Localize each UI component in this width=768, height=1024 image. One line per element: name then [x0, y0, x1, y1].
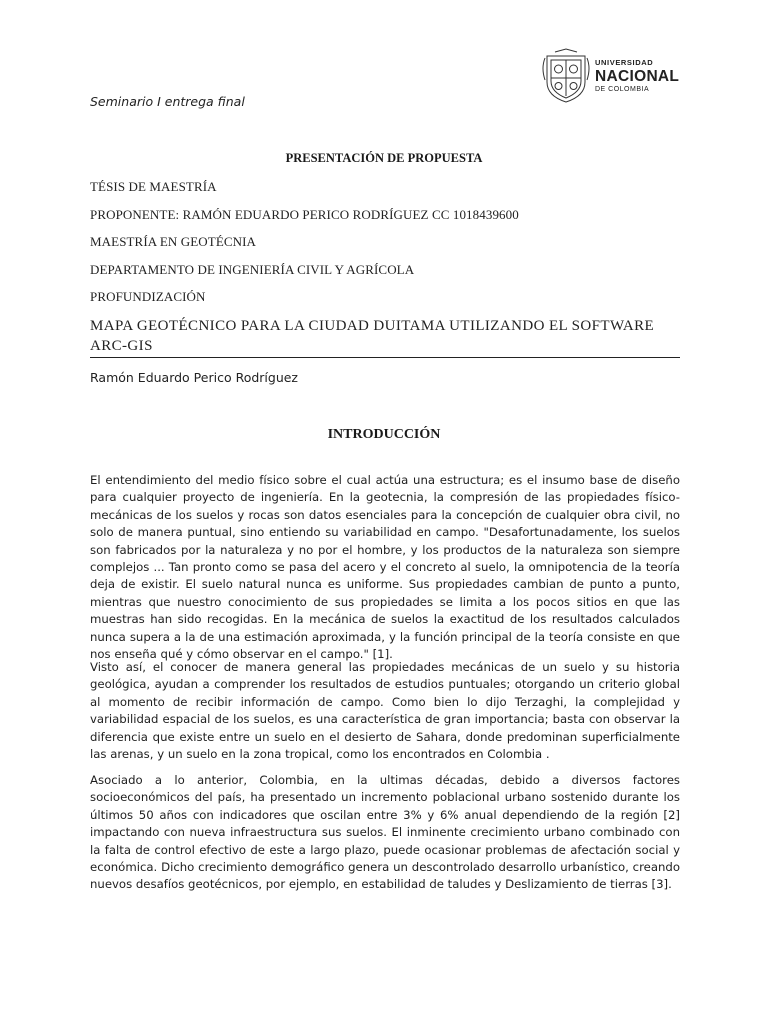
proponent: PROPONENTE: RAMÓN EDUARDO PERICO RODRÍGUEZ CC 1018439600	[90, 207, 519, 222]
introduction-heading: INTRODUCCIÓN	[327, 427, 441, 442]
thesis-type: TÉSIS DE MAESTRÍA	[90, 179, 217, 194]
university-logo-text	[595, 59, 679, 93]
project-title: MAPA GEOTÉCNICO PARA LA CIUDAD DUITAMA UTILIZANDO EL SOFTWARE ARC-GIS	[90, 318, 655, 354]
program: MAESTRÍA EN GEOTÉCNIA	[90, 234, 257, 249]
logo-line-1: UNIVERSIDAD	[595, 58, 654, 67]
modality: PROFUNDIZACIÓN	[90, 289, 206, 304]
university-seal-icon	[541, 48, 591, 104]
introduction-paragraph-2: Visto así, el conocer de manera general las propiedades mecánicas de un suelo y su historia geológica, ayudan a comprender los resultados de estudios puntuales; otorgando un criterio global al momento de recibir información de campo. Como bien lo dijo Terzaghi, la complejidad y variabilidad espacial de los suelos, es una característica de gran importancia; basta con observar la diferencia que existe entre un suelo en el desierto de Sahara, donde predominan superficialmente las arenas, y un suelo en la zona tropical, como los encontrados en Colombia .	[90, 660, 680, 762]
introduction-paragraph-3: Asociado a lo anterior, Colombia, en la ultimas décadas, debido a diversos factores socioeconómicos del país, ha presentado un incremento poblacional urbano sostenido durante los últimos 50 años con indicadores que oscilan entre 3% y 6% anual dependiendo de la región [2] impactando con nueva infraestructura sus suelos. El inminente crecimiento urbano combinado con la falta de control efectivo de este a largo plazo, puede ocasionar problemas de afectación social y económica. Dicho crecimiento demográfico genera un descontrolado desarrollo urbanístico, creando nuevos desafíos geotécnicos, por ejemplo, en estabilidad de taludes y Deslizamiento de tierras [3].	[90, 773, 680, 892]
proposal-heading: PRESENTACIÓN DE PROPUESTA	[285, 151, 483, 165]
introduction-paragraph-1: El entendimiento del medio físico sobre el cual actúa una estructura; es el insumo base de diseño para cualquier proyecto de ingeniería. En la geotecnia, la compresión de las propiedades físico-mecánicas de los suelos y rocas son datos esenciales para la concepción de cualquier obra civil, no solo de manera puntual, sino entiendo su variabilidad en campo. "Desafortunadamente, los suelos son fabricados por la naturaleza y no por el hombre, y los productos de la naturaleza son siempre complejos ... Tan pronto como se pasa del acero y el concreto al suelo, la omnipotencia de la teoría deja de existir. El suelo natural nunca es uniforme. Sus propiedades cambian de punto a punto, mientras que nuestro conocimiento de sus propiedades se limita a los pocos sitios en que las muestras han sido recogidas. En la mecánica de suelos la exactitud de los resultados calculados nunca supera a la de una estimación aproximada, y la función principal de la teoría consiste en que nos enseña qué y cómo observar en el campo." [1].	[90, 473, 680, 662]
university-logo	[541, 48, 681, 104]
logo-line-2: NACIONAL	[595, 67, 680, 85]
logo-line-3: DE COLOMBIA	[595, 86, 650, 93]
title-divider	[90, 357, 680, 358]
author-name: Ramón Eduardo Perico Rodríguez	[90, 370, 298, 385]
department: DEPARTAMENTO DE INGENIERÍA CIVIL Y AGRÍCOLA	[90, 262, 415, 277]
seminar-label: Seminario I entrega final	[90, 94, 245, 109]
